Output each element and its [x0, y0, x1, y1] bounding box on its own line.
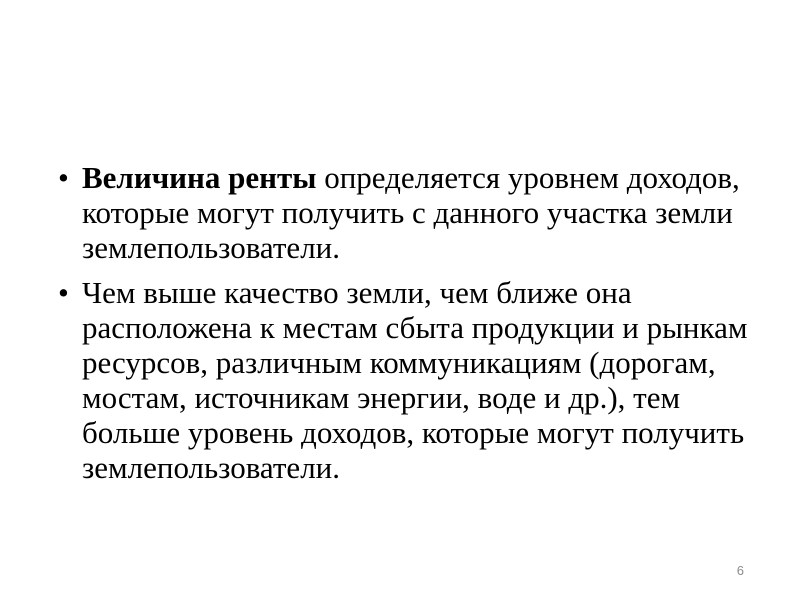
bullet-item-land-quality	[58, 275, 748, 485]
page-number: 6	[736, 563, 744, 578]
bullet-marker: •	[58, 160, 69, 195]
bullet-item-rent-magnitude	[58, 160, 748, 265]
bullet-marker: •	[58, 275, 69, 310]
bullet-text: определяется уровнем доходов, которые могут получить с данного участка земли землепользователи.	[82, 160, 740, 265]
bullet-list	[58, 160, 748, 495]
bullet-text: Чем выше качество земли, чем ближе она расположена к местам сбыта продукции и рынкам ресурсов, различным коммуникациям (дорогам, мостам, источникам энергии, воде и др.), тем больше уровень доходов, которые могут получить землепользователи.	[82, 275, 748, 485]
bullet-bold-lead: Величина ренты	[82, 160, 317, 195]
